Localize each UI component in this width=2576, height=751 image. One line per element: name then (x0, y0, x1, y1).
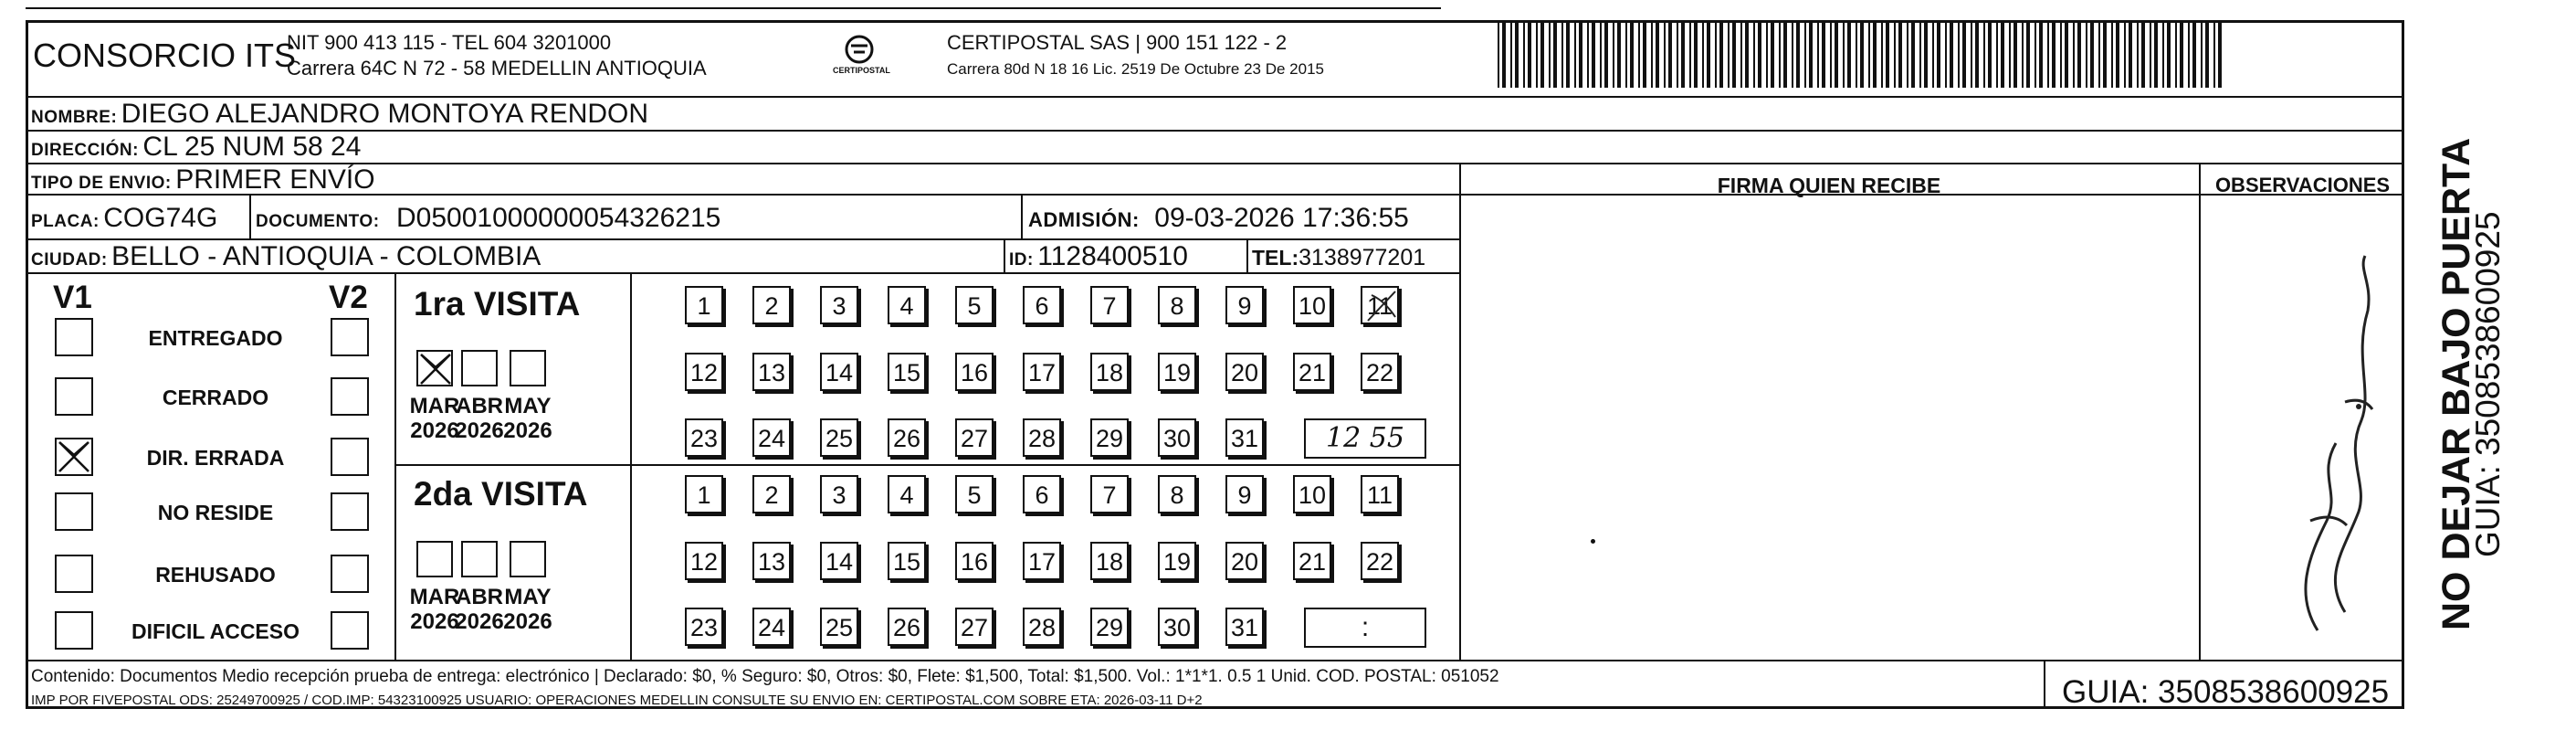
first-day-box[interactable]: 21 (1293, 353, 1331, 391)
nombre-value: DIEGO ALEJANDRO MONTOYA RENDON (121, 99, 649, 129)
second-day-box[interactable]: 2 (752, 475, 791, 513)
barcode-bar (1728, 22, 1730, 88)
tel-cell (1252, 245, 1425, 271)
first-day-box[interactable]: 22 (1361, 353, 1399, 391)
barcode-bar (1592, 22, 1595, 88)
second-day-box[interactable]: 29 (1090, 608, 1129, 646)
barcode-bar (1779, 22, 1781, 88)
barcode-bar (1553, 22, 1557, 88)
barcode-bar (1783, 22, 1787, 88)
first-month-checkbox[interactable] (461, 350, 498, 386)
barcode-bar (2129, 22, 2132, 88)
row-line-1 (26, 96, 2404, 98)
barcode-bar (2013, 22, 2017, 88)
marked-day-number: 11 (1366, 292, 1393, 320)
second-day-box[interactable]: 8 (1158, 475, 1196, 513)
first-day-box[interactable]: 25 (820, 418, 858, 457)
barcode-bar (1745, 22, 1749, 88)
barcode-bar (1894, 22, 1896, 88)
logo-caption: CERTIPOSTAL (833, 66, 890, 75)
barcode-bar (1975, 22, 1979, 88)
second-day-box[interactable]: 7 (1090, 475, 1129, 513)
barcode-bar (1988, 22, 1992, 88)
barcode-bar (1613, 22, 1614, 88)
barcode-bar (2103, 22, 2107, 88)
barcode-bar (1536, 22, 1538, 88)
row-line-5 (26, 238, 1459, 240)
month-name: MAR (409, 585, 460, 609)
barcode-bar (1860, 22, 1864, 88)
first-time-box[interactable] (1304, 418, 1426, 459)
admision-cell (1028, 203, 1409, 234)
barcode-bar (1758, 22, 1761, 88)
second-day-box[interactable]: 10 (1293, 475, 1331, 513)
barcode-bar (2188, 22, 2190, 88)
barcode-bar (2035, 22, 2036, 88)
month-year: 2026 (455, 609, 504, 634)
v1-label: V1 (53, 280, 92, 315)
second-day-box[interactable]: 20 (1225, 542, 1264, 580)
barcode-bar (2124, 22, 2126, 88)
first-day-box[interactable]: 27 (955, 418, 994, 457)
barcode-bar (1924, 22, 1928, 88)
second-day-box[interactable]: 3 (820, 475, 858, 513)
direccion-row (31, 132, 361, 163)
first-day-box[interactable]: 9 (1225, 286, 1264, 324)
barcode-bar (1937, 22, 1940, 88)
barcode-bar (1809, 22, 1813, 88)
placa-label: PLACA: (31, 212, 100, 231)
second-month-checkbox[interactable] (461, 541, 498, 577)
second-day-box[interactable]: 12 (685, 542, 723, 580)
nombre-label: NOMBRE: (31, 108, 118, 127)
second-day-box[interactable]: 14 (820, 542, 858, 580)
firma-dot (1591, 539, 1595, 544)
barcode-bar (1502, 22, 1506, 88)
second-day-box[interactable]: 5 (955, 475, 994, 513)
observaciones-header: OBSERVACIONES (2214, 174, 2391, 196)
barcode-bar (1856, 22, 1857, 88)
barcode-bar (1911, 22, 1915, 88)
admision-label: ADMISIÓN: (1028, 208, 1140, 231)
barcode-bar (1907, 22, 1908, 88)
id-cell (1009, 241, 1188, 272)
barcode-bar (1919, 22, 1921, 88)
first-month-checkbox[interactable] (510, 350, 546, 386)
barcode-bar (1587, 22, 1589, 88)
barcode-bar (2167, 22, 2171, 88)
documento-label: DOCUMENTO: (256, 212, 380, 231)
barcode-bar (2073, 22, 2075, 88)
direccion-value: CL 25 NUM 58 24 (142, 132, 362, 162)
second-day-box[interactable]: 17 (1023, 542, 1061, 580)
status-label: CERRADO (162, 386, 269, 409)
footer-contenido: Contenido: Documentos Medio recepción prueba de entrega: electrónico | Declarado: $0, % Seguro: $0, Otros: $0, Flete: $1,500, Total: $1,500. Vol.: 1*1*1. 0.5 1 Unid. COD. POSTAL: 051052 (31, 667, 1499, 686)
second-day-box[interactable]: 23 (685, 608, 723, 646)
month-name: ABR (456, 585, 503, 609)
first-time-value: 12 55 (1326, 422, 1404, 454)
ciudad-cell (31, 241, 541, 272)
second-day-box[interactable]: 25 (820, 608, 858, 646)
month-name: MAY (504, 394, 552, 418)
postal-address: Carrera 80d N 18 16 Lic. 2519 De Octubre 23 De 2015 (947, 60, 1324, 78)
id-label: ID: (1009, 250, 1034, 270)
barcode-bar (2137, 22, 2139, 88)
first-visit-title: 1ra VISITA (414, 285, 581, 323)
first-day-box[interactable]: 14 (820, 353, 858, 391)
status-v2-checkbox[interactable] (331, 611, 369, 650)
company-nit: NIT 900 413 115 - TEL 604 3201000 (287, 31, 612, 54)
second-day-box[interactable]: 4 (888, 475, 926, 513)
month-divider (630, 272, 632, 660)
barcode-bar (1668, 22, 1672, 88)
row-line-6 (26, 272, 1459, 274)
first-day-box[interactable]: 6 (1023, 286, 1061, 324)
first-day-box[interactable]: 13 (752, 353, 791, 391)
documento-cell (256, 203, 720, 234)
placa-cell (31, 203, 217, 234)
second-time-box[interactable] (1304, 608, 1426, 648)
barcode-bar (1604, 22, 1608, 88)
first-day-box[interactable]: 5 (955, 286, 994, 324)
barcode-bar (1950, 22, 1953, 88)
second-day-box[interactable]: 6 (1023, 475, 1061, 513)
second-day-box[interactable]: 24 (752, 608, 791, 646)
first-day-box[interactable]: 23 (685, 418, 723, 457)
barcode-bar (2162, 22, 2164, 88)
barcode-bar (2116, 22, 2119, 88)
barcode-bar (2022, 22, 2024, 88)
status-v1-checkbox[interactable] (55, 377, 93, 416)
barcode-bar (1868, 22, 1870, 88)
barcode-bar (1753, 22, 1755, 88)
month-year: 2026 (503, 418, 552, 443)
barcode-bar (1881, 22, 1883, 88)
barcode-bar (1549, 22, 1551, 88)
barcode-bar (1510, 22, 1512, 88)
first-day-box[interactable]: 4 (888, 286, 926, 324)
barcode-bar (1656, 22, 1659, 88)
first-day-box[interactable]: 30 (1158, 418, 1196, 457)
barcode-bar (2026, 22, 2030, 88)
barcode-bar (1707, 22, 1710, 88)
barcode-bar (1792, 22, 1793, 88)
second-day-box[interactable]: 30 (1158, 608, 1196, 646)
barcode-bar (1638, 22, 1640, 88)
second-day-box[interactable]: 13 (752, 542, 791, 580)
status-label: DIFICIL ACCESO (131, 619, 300, 643)
id-value: 1128400510 (1037, 241, 1188, 271)
second-day-box[interactable]: 18 (1090, 542, 1129, 580)
barcode-bar (2060, 22, 2062, 88)
month-year: 2026 (410, 418, 459, 443)
barcode-bar (1983, 22, 1985, 88)
second-month-checkbox[interactable] (510, 541, 546, 577)
status-v1-checkbox[interactable] (55, 318, 93, 356)
status-v2-checkbox[interactable] (331, 377, 369, 416)
second-day-box[interactable]: 22 (1361, 542, 1399, 580)
first-day-box[interactable]: 8 (1158, 286, 1196, 324)
barcode-bar (1523, 22, 1525, 88)
first-day-box[interactable]: 2 (752, 286, 791, 324)
first-day-box[interactable]: 20 (1225, 353, 1264, 391)
barcode-bar (1643, 22, 1646, 88)
first-day-box[interactable]: 26 (888, 418, 926, 457)
footer-imp: IMP POR FIVEPOSTAL ODS: 25249700925 / COD.IMP: 54323100925 USUARIO: OPERACIONES MEDELLIN CONSULTE SU ENVIO EN: CERTIPOSTAL.COM SOBRE ETA: 2026-03-11 D+2 (31, 693, 1203, 708)
barcode-bar (1528, 22, 1531, 88)
barcode-bar (1681, 22, 1685, 88)
barcode-bar (2205, 22, 2209, 88)
row-line-3 (26, 163, 2404, 164)
second-month-checkbox[interactable] (416, 541, 453, 577)
barcode-bar (2192, 22, 2196, 88)
month-year: 2026 (410, 609, 459, 634)
barcode-bar (2001, 22, 2004, 88)
status-v1-checkbox[interactable] (55, 555, 93, 593)
barcode-bar (1804, 22, 1806, 88)
barcode-bar (1579, 22, 1582, 88)
status-label: NO RESIDE (157, 501, 274, 524)
second-visit-title: 2da VISITA (414, 475, 588, 513)
admision-divider (1021, 194, 1023, 238)
barcode (1498, 22, 2228, 90)
barcode-bar (2090, 22, 2094, 88)
barcode-bar (1771, 22, 1774, 88)
status-v1-checkbox[interactable] (55, 611, 93, 650)
first-day-box[interactable]: 28 (1023, 418, 1061, 457)
id-divider (1004, 238, 1005, 272)
direccion-label: DIRECCIÓN: (31, 141, 139, 160)
barcode-bar (2150, 22, 2151, 88)
barcode-bar (1898, 22, 1902, 88)
month-name: MAY (504, 585, 552, 609)
barcode-bar (1694, 22, 1698, 88)
tel-label: TEL: (1252, 246, 1299, 270)
company-address: Carrera 64C N 72 - 58 MEDELLIN ANTIOQUIA (287, 57, 707, 79)
first-month-label (452, 394, 507, 443)
barcode-bar (2052, 22, 2056, 88)
first-day-box[interactable] (1361, 286, 1399, 324)
barcode-bar (1566, 22, 1570, 88)
first-day-box[interactable]: 29 (1090, 418, 1129, 457)
barcode-bar (1830, 22, 1832, 88)
placa-divider (249, 194, 251, 238)
documento-value: D05001000000054326215 (396, 203, 721, 233)
barcode-bar (1740, 22, 1742, 88)
first-day-box[interactable]: 24 (752, 418, 791, 457)
side-guia-number: GUIA: 3508538600925 (2469, 211, 2507, 557)
second-day-box[interactable]: 11 (1361, 475, 1399, 513)
barcode-bar (1702, 22, 1704, 88)
barcode-bar (1962, 22, 1966, 88)
barcode-bar (2098, 22, 2100, 88)
barcode-bar (1719, 22, 1723, 88)
barcode-bar (1732, 22, 1736, 88)
first-day-box[interactable]: 12 (685, 353, 723, 391)
admision-value: 09-03-2026 17:36:55 (1154, 203, 1409, 233)
first-month-label (500, 394, 555, 443)
nombre-row (31, 99, 648, 130)
second-day-box[interactable]: 21 (1293, 542, 1331, 580)
month-year: 2026 (455, 418, 504, 443)
barcode-bar (1617, 22, 1621, 88)
barcode-bar (1574, 22, 1576, 88)
barcode-bar (2201, 22, 2203, 88)
barcode-bar (1847, 22, 1851, 88)
barcode-bar (2077, 22, 2081, 88)
placa-value: COG74G (103, 203, 218, 233)
barcode-bar (1817, 22, 1819, 88)
barcode-bar (1630, 22, 1634, 88)
second-day-box[interactable]: 31 (1225, 608, 1264, 646)
barcode-bar (2180, 22, 2183, 88)
barcode-bar (2154, 22, 2158, 88)
barcode-bar (1561, 22, 1563, 88)
top-rule (26, 7, 1441, 9)
status-v1-checkbox[interactable] (55, 438, 93, 476)
barcode-bar (1625, 22, 1627, 88)
second-day-box[interactable]: 9 (1225, 475, 1264, 513)
first-day-box[interactable]: 15 (888, 353, 926, 391)
status-divider (394, 272, 396, 660)
first-day-box[interactable]: 3 (820, 286, 858, 324)
second-day-box[interactable]: 26 (888, 608, 926, 646)
ciudad-label: CIUDAD: (31, 250, 108, 270)
barcode-bar (1651, 22, 1653, 88)
first-day-box[interactable]: 19 (1158, 353, 1196, 391)
barcode-bar (1600, 22, 1602, 88)
first-day-box[interactable]: 7 (1090, 286, 1129, 324)
firma-left-border (1459, 163, 1461, 660)
barcode-bar (2175, 22, 2177, 88)
first-day-box[interactable]: 1 (685, 286, 723, 324)
footer-guia-divider (2044, 660, 2045, 709)
first-day-box[interactable]: 17 (1023, 353, 1061, 391)
barcode-bar (1971, 22, 1972, 88)
first-day-box[interactable]: 10 (1293, 286, 1331, 324)
barcode-bar (1835, 22, 1838, 88)
barcode-bar (2047, 22, 2049, 88)
postal-name: CERTIPOSTAL SAS | 900 151 122 - 2 (947, 31, 1288, 54)
second-month-label (452, 585, 507, 634)
barcode-bar (1677, 22, 1678, 88)
barcode-bar (1822, 22, 1825, 88)
status-v2-checkbox[interactable] (331, 318, 369, 356)
tipo-value: PRIMER ENVÍO (175, 164, 375, 195)
barcode-bar (2213, 22, 2215, 88)
first-month-checkbox[interactable] (416, 350, 453, 386)
barcode-bar (2039, 22, 2043, 88)
second-month-label (500, 585, 555, 634)
tel-value: 3138977201 (1299, 245, 1426, 270)
firma-header: FIRMA QUIEN RECIBE (1717, 174, 1941, 197)
barcode-bar (1796, 22, 1800, 88)
status-label: REHUSADO (155, 563, 276, 587)
footer-guia: GUIA: 3508538600925 (2062, 674, 2390, 710)
second-day-box[interactable]: 28 (1023, 608, 1061, 646)
second-day-box[interactable]: 1 (685, 475, 723, 513)
month-name: MAR (409, 394, 460, 418)
barcode-bar (1843, 22, 1845, 88)
barcode-bar (1689, 22, 1691, 88)
obs-left-border (2199, 163, 2201, 660)
row-line-2 (26, 130, 2404, 132)
barcode-bar (2141, 22, 2145, 88)
second-time-value: : (1361, 612, 1370, 642)
barcode-bar (1958, 22, 1960, 88)
status-label: ENTREGADO (148, 326, 283, 350)
first-day-box[interactable]: 16 (955, 353, 994, 391)
barcode-bar (1932, 22, 1934, 88)
status-v2-checkbox[interactable] (331, 438, 369, 476)
v2-label: V2 (329, 280, 368, 315)
first-day-box[interactable]: 18 (1090, 353, 1129, 391)
second-day-box[interactable]: 15 (888, 542, 926, 580)
second-day-box[interactable]: 27 (955, 608, 994, 646)
second-day-box[interactable]: 19 (1158, 542, 1196, 580)
first-day-box[interactable]: 31 (1225, 418, 1264, 457)
barcode-bar (2065, 22, 2068, 88)
status-v2-checkbox[interactable] (331, 492, 369, 531)
barcode-bar (1715, 22, 1717, 88)
barcode-bar (1996, 22, 1998, 88)
visit-divider (394, 464, 1459, 466)
ciudad-value: BELLO - ANTIOQUIA - COLOMBIA (111, 241, 541, 271)
company-name: CONSORCIO ITS (33, 37, 297, 74)
month-name: ABR (456, 394, 503, 418)
no-dejar-bajo-puerta: NO DEJAR BAJO PUERTA (2434, 137, 2478, 630)
status-label: DIR. ERRADA (146, 446, 285, 470)
barcode-bar (2009, 22, 2011, 88)
row-line-footer (26, 660, 2404, 661)
status-v2-checkbox[interactable] (331, 555, 369, 593)
barcode-bar (1873, 22, 1877, 88)
barcode-bar (1766, 22, 1768, 88)
barcode-bar (1498, 22, 1499, 88)
observaciones-handwriting (2208, 247, 2391, 649)
tel-divider (1246, 238, 1248, 272)
tipo-row (31, 164, 375, 196)
status-v1-checkbox[interactable] (55, 492, 93, 531)
second-day-box[interactable]: 16 (955, 542, 994, 580)
barcode-bar (2218, 22, 2222, 88)
month-year: 2026 (503, 609, 552, 634)
barcode-bar (1886, 22, 1889, 88)
barcode-bar (1664, 22, 1666, 88)
barcode-bar (2086, 22, 2087, 88)
barcode-bar (1515, 22, 1519, 88)
barcode-bar (1540, 22, 1544, 88)
barcode-bar (2111, 22, 2113, 88)
tipo-label: TIPO DE ENVIO: (31, 174, 172, 193)
barcode-bar (1945, 22, 1947, 88)
